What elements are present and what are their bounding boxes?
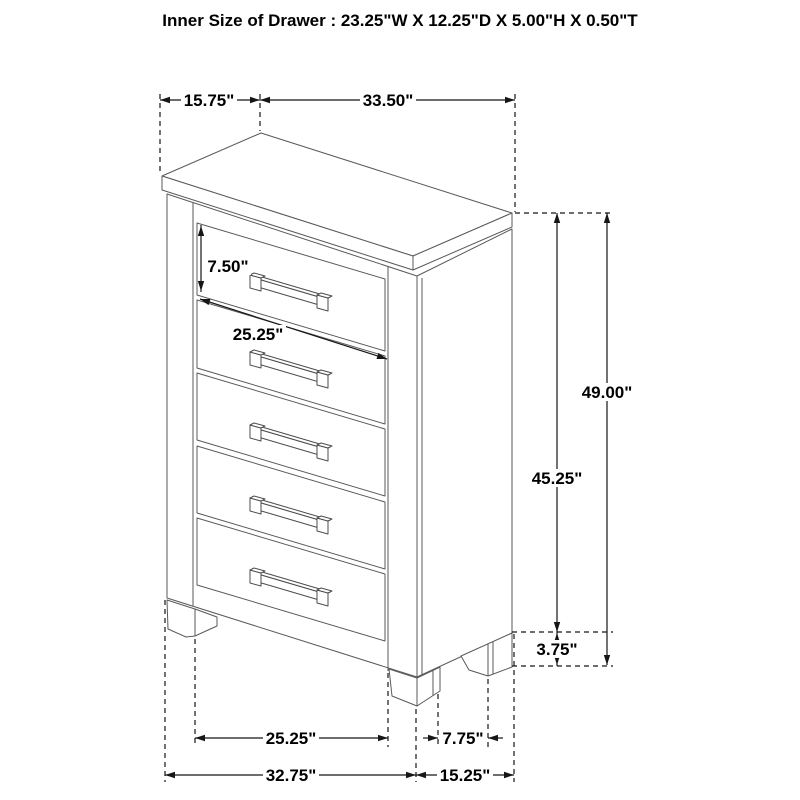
- body-side-face: [417, 229, 512, 677]
- chest-drawing: [162, 133, 512, 706]
- dim-upper-height-label: 45.25": [531, 469, 583, 488]
- dim-front-leg-span-label: 25.25": [265, 729, 317, 748]
- dim-drawer-width-label: 25.25": [232, 325, 284, 344]
- dim-overall-height-label: 49.00": [581, 383, 633, 402]
- dim-top-width-label: 33.50": [362, 91, 414, 110]
- dim-leg-height-label: 3.75": [536, 640, 578, 659]
- dim-base-depth-label: 15.25": [439, 766, 491, 785]
- dim-drawer-height-label: 7.50": [207, 257, 249, 276]
- page-title: Inner Size of Drawer : 23.25"W X 12.25"D X 5.00"H X 0.50"T: [162, 11, 638, 30]
- dim-top-depth-label: 15.75": [183, 91, 235, 110]
- dim-base-width-label: 32.75": [265, 766, 317, 785]
- drawer-fronts: [197, 223, 385, 641]
- dim-side-leg-span-label: 7.75": [442, 729, 484, 748]
